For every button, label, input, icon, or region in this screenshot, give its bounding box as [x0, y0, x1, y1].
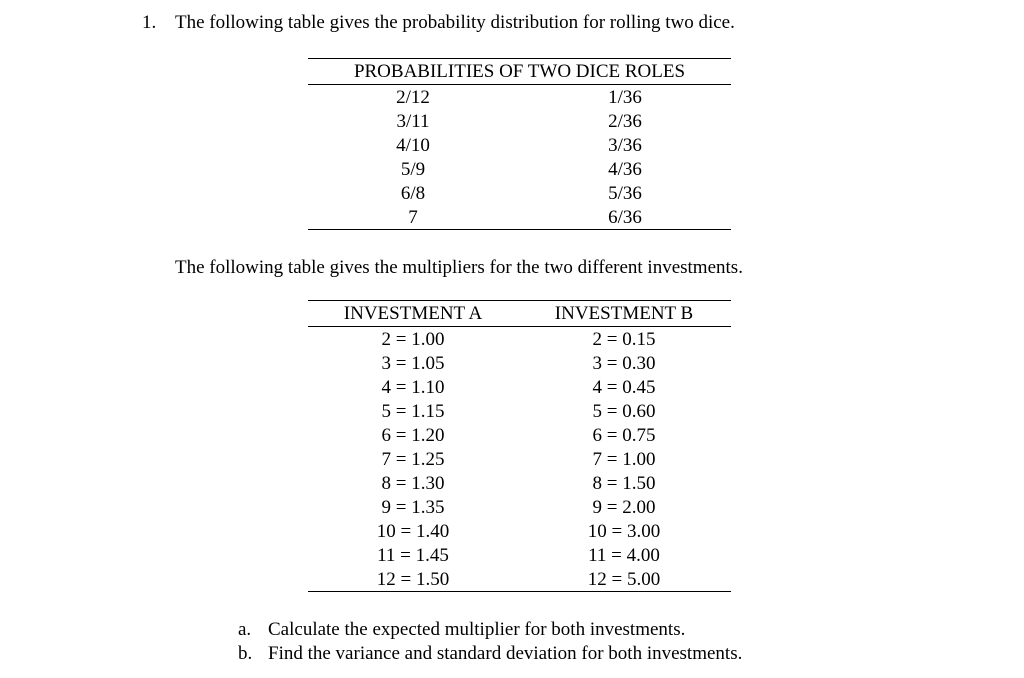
table-bottom-rule	[308, 591, 731, 592]
task-text-a: Calculate the expected multiplier for both investments.	[268, 619, 686, 640]
probability-cell: 2/36	[608, 111, 642, 132]
investment-b-cell: 7 = 1.00	[592, 449, 656, 470]
probability-cell: 5/36	[608, 183, 642, 204]
investment-b-cell: 3 = 0.30	[592, 353, 656, 374]
dice-sums-cell: 3/11	[396, 111, 430, 132]
investment-b-cell: 8 = 1.50	[592, 473, 656, 494]
investment-a-cell: 12 = 1.50	[376, 569, 450, 590]
table-top-rule	[308, 58, 731, 59]
investment-a-cell: 2 = 1.00	[381, 329, 445, 350]
dice-sums-cell: 6/8	[400, 183, 426, 204]
investment-b-cell: 9 = 2.00	[592, 497, 656, 518]
investment-b-cell: 10 = 3.00	[587, 521, 661, 542]
investment-b-cell: 12 = 5.00	[587, 569, 661, 590]
question-intro: The following table gives the probability distribution for rolling two dice.	[175, 12, 735, 33]
probability-table-header: PROBABILITIES OF TWO DICE ROLES	[353, 61, 686, 82]
task-label-a: a.	[238, 619, 252, 640]
probability-cell: 3/36	[608, 135, 642, 156]
task-text-b: Find the variance and standard deviation for both investments.	[268, 643, 743, 664]
investment-a-cell: 5 = 1.15	[381, 401, 445, 422]
table-header-rule	[308, 326, 731, 327]
table-bottom-rule	[308, 229, 731, 230]
investment-a-cell: 6 = 1.20	[381, 425, 445, 446]
investment-b-cell: 5 = 0.60	[592, 401, 656, 422]
dice-sums-cell: 2/12	[396, 87, 430, 108]
question-number: 1.	[142, 12, 157, 33]
investment-b-cell: 6 = 0.75	[592, 425, 656, 446]
investment-a-header: INVESTMENT A	[343, 303, 483, 324]
investment-a-cell: 8 = 1.30	[381, 473, 445, 494]
dice-sums-cell: 4/10	[396, 135, 430, 156]
probability-cell: 1/36	[608, 87, 642, 108]
investment-a-cell: 10 = 1.40	[376, 521, 450, 542]
table-top-rule	[308, 300, 731, 301]
dice-sums-cell: 5/9	[400, 159, 426, 180]
investment-a-cell: 4 = 1.10	[381, 377, 445, 398]
investment-b-cell: 11 = 4.00	[588, 545, 660, 566]
dice-sums-cell: 7	[408, 207, 418, 228]
investment-a-cell: 11 = 1.45	[377, 545, 449, 566]
investment-a-cell: 3 = 1.05	[381, 353, 445, 374]
table-header-rule	[308, 84, 731, 85]
task-label-b: b.	[238, 643, 253, 664]
investment-b-cell: 4 = 0.45	[592, 377, 656, 398]
probability-cell: 6/36	[608, 207, 642, 228]
investment-a-cell: 9 = 1.35	[381, 497, 445, 518]
investment-b-header: INVESTMENT B	[554, 303, 694, 324]
multiplier-intro: The following table gives the multipliers for the two different investments.	[175, 257, 743, 278]
probability-cell: 4/36	[608, 159, 642, 180]
investment-a-cell: 7 = 1.25	[381, 449, 445, 470]
investment-b-cell: 2 = 0.15	[592, 329, 656, 350]
